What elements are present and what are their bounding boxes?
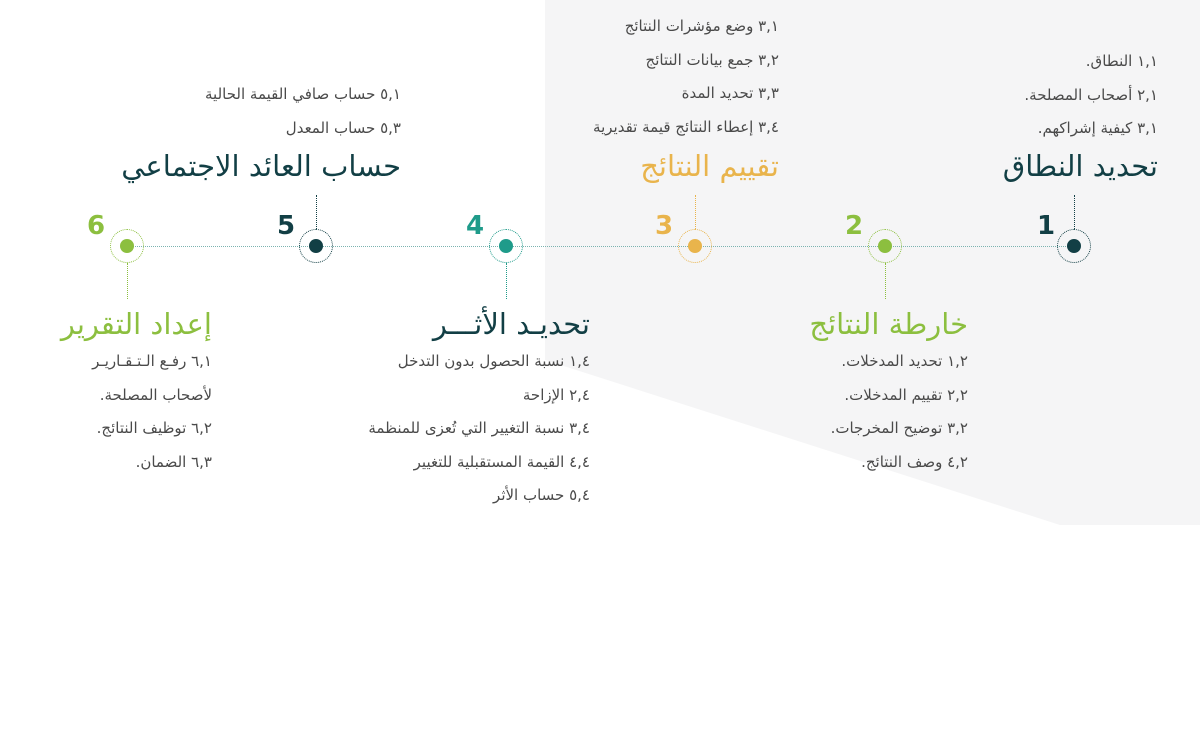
- step-2-connector: [885, 263, 886, 299]
- step-1-node: [1057, 229, 1091, 263]
- step-5-connector: [316, 195, 317, 229]
- step-2-item: ١,٢ تحديد المدخلات.: [841, 352, 968, 370]
- step-6-node: [110, 229, 144, 263]
- step-1-item: ٢,١ أصحاب المصلحة.: [1024, 85, 1158, 104]
- step-6-item: ٦,١ رفـع الـتـقـاريـر لأصحاب المصلحة.: [92, 352, 212, 404]
- step-1-item: ١,١ النطاق.: [1085, 52, 1158, 70]
- step-1-dot: [1067, 239, 1081, 253]
- step-3-item: ٣,١ وضع مؤشرات النتائج: [624, 17, 779, 35]
- step-6-connector: [127, 263, 128, 299]
- step-3-number: 3: [654, 211, 674, 241]
- step-4-number: 4: [465, 211, 485, 241]
- step-2-item: ٢,٢ تقييم المدخلات.: [844, 385, 968, 404]
- step-3-item: ٣,٢ جمع بيانات النتائج: [645, 50, 779, 69]
- step-1-number: 1: [1036, 211, 1056, 241]
- step-2-item: ٤,٢ وصف النتائج.: [861, 452, 968, 471]
- step-6-list: [42, 345, 212, 479]
- step-4-node: [489, 229, 523, 263]
- step-2-title: خارطة النتائج: [809, 307, 968, 341]
- step-3-title: تقييم النتائج: [640, 149, 779, 183]
- step-4-item: ٤,٤ القيمة المستقبلية للتغيير: [413, 452, 590, 471]
- step-4-connector: [506, 263, 507, 299]
- step-5-node: [299, 229, 333, 263]
- step-6-item: ٦,٣ الضمان.: [135, 452, 212, 471]
- step-3-item: ٣,٣ تحديد المدة: [681, 84, 779, 102]
- step-4-item: ٢,٤ الإزاحة: [522, 385, 590, 404]
- step-6-title: إعداد التقرير: [60, 307, 212, 341]
- step-5-item: ٥,١ حساب صافي القيمة الحالية: [205, 85, 401, 103]
- step-1-item: ٣,١ كيفية إشراكهم.: [1037, 119, 1158, 137]
- step-4-dot: [499, 239, 513, 253]
- step-3-connector: [695, 195, 696, 229]
- step-1-list: [1024, 45, 1158, 146]
- step-4-item: ٣,٤ نسبة التغيير التي تُعزى للمنظمة: [368, 419, 590, 437]
- step-2-number: 2: [844, 211, 864, 241]
- step-2-list: [831, 345, 968, 479]
- step-4-title: تحديـد الأثـــر: [432, 307, 590, 341]
- step-4-list: [368, 345, 590, 513]
- step-6-dot: [120, 239, 134, 253]
- step-6-item: ٦,٢ توظيف النتائج.: [96, 419, 212, 437]
- step-3-list: [593, 10, 779, 144]
- step-3-item: ٣,٤ إعطاء النتائج قيمة تقديرية: [593, 117, 779, 136]
- step-4-item: ١,٤ نسبة الحصول بدون التدخل: [397, 352, 590, 370]
- step-1-connector: [1074, 195, 1075, 229]
- step-2-node: [868, 229, 902, 263]
- step-4-item: ٥,٤ حساب الأثر: [493, 486, 590, 504]
- step-5-title: حساب العائد الاجتماعي: [121, 149, 401, 183]
- step-2-dot: [878, 239, 892, 253]
- step-3-dot: [688, 239, 702, 253]
- step-6-number: 6: [86, 211, 106, 241]
- step-2-item: ٣,٢ توضيح المخرجات.: [830, 419, 968, 437]
- step-3-node: [678, 229, 712, 263]
- step-1-title: تحديد النطاق: [1002, 149, 1158, 183]
- step-5-item: ٥,٣ حساب المعدل: [285, 118, 401, 137]
- timeline-line: [127, 246, 1074, 247]
- step-5-dot: [309, 239, 323, 253]
- step-5-list: [205, 78, 401, 145]
- step-5-number: 5: [276, 211, 296, 241]
